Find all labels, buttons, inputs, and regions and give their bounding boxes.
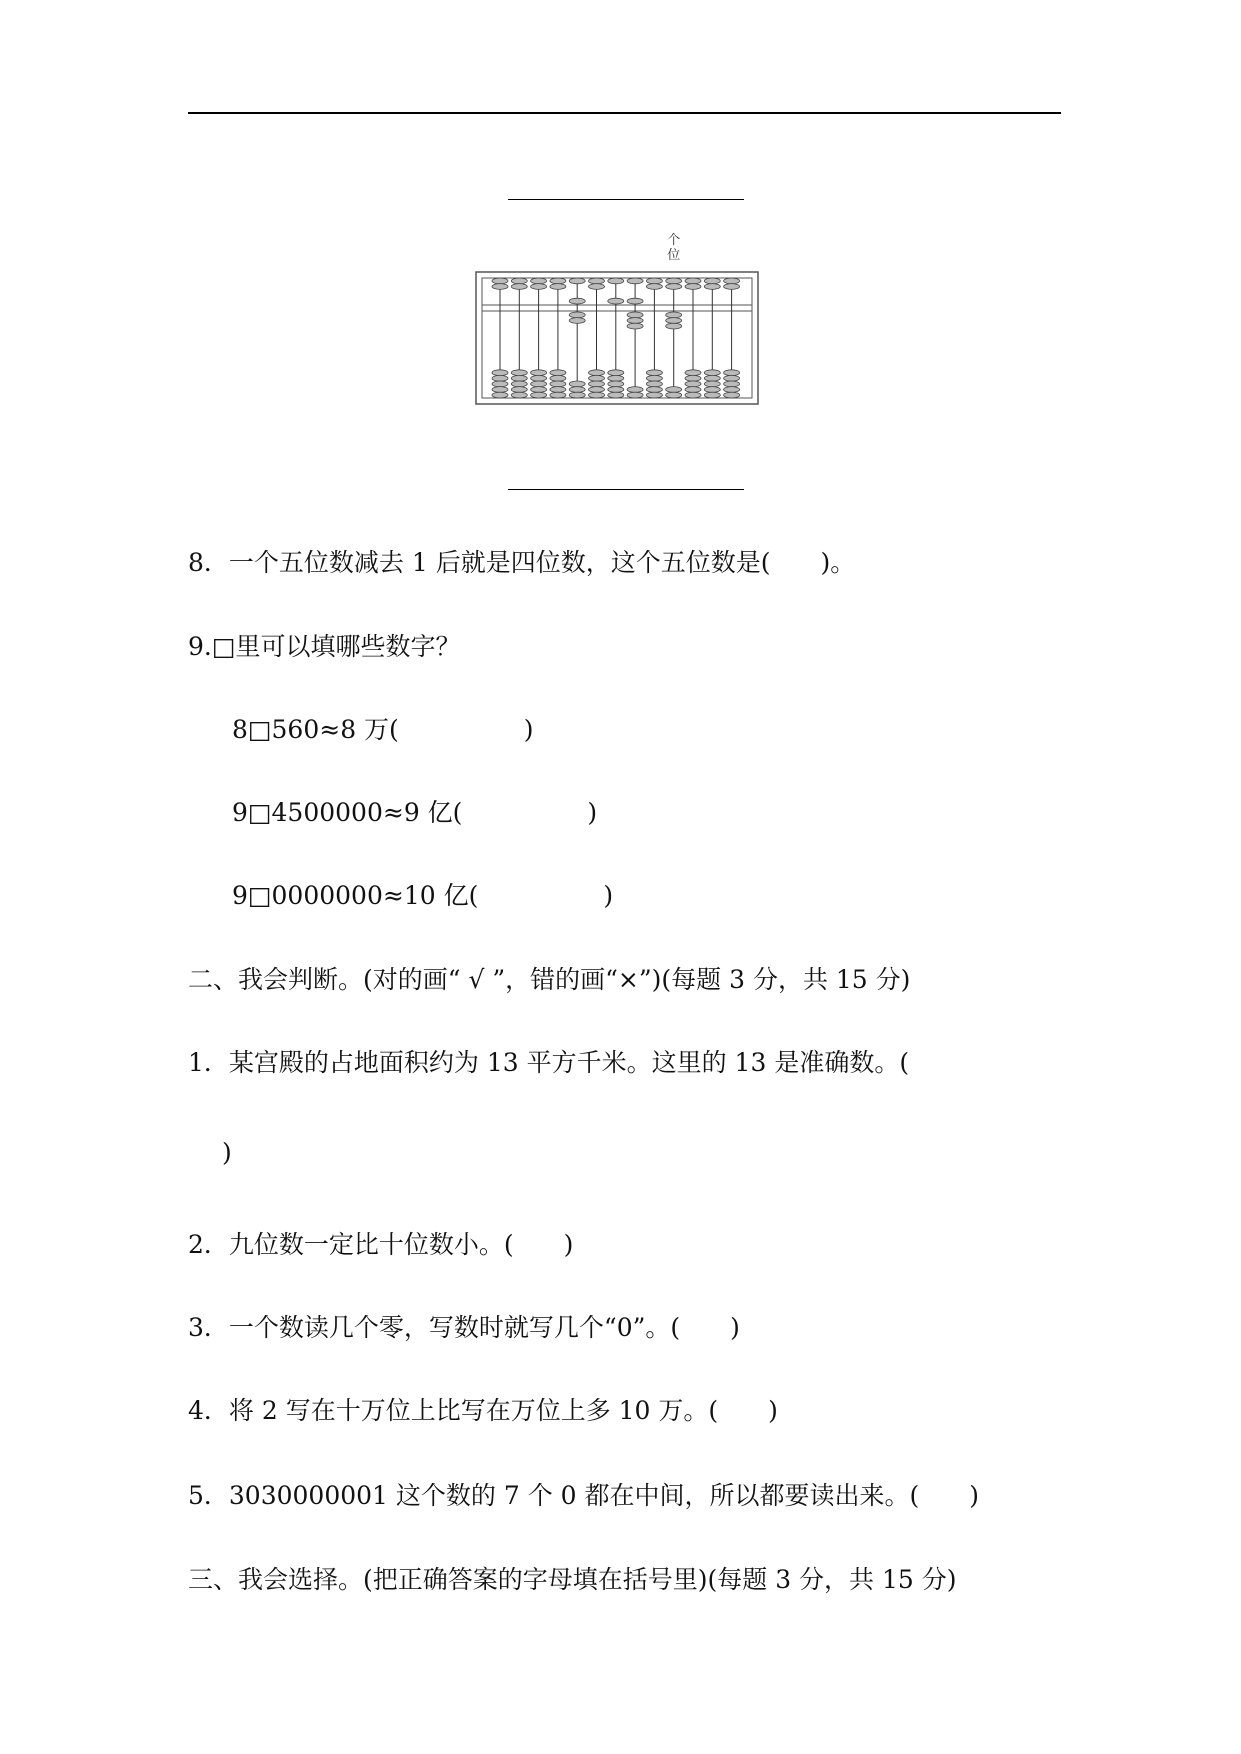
judge-1: 1．某宫殿的占地面积约为 13 平方千米。这里的 13 是准确数。( xyxy=(188,1048,910,1077)
abacus-lower-bead xyxy=(550,381,566,387)
abacus-upper-bead xyxy=(511,284,527,290)
abacus-lower-bead xyxy=(569,312,585,318)
question-9-a: 8□560≈8 万( ) xyxy=(232,715,534,744)
abacus-lower-bead xyxy=(492,392,508,398)
abacus-lower-bead xyxy=(627,323,643,329)
abacus-lower-bead xyxy=(627,392,643,398)
question-9-c: 9□0000000≈10 亿( ) xyxy=(232,881,614,910)
abacus-lower-bead xyxy=(666,318,682,324)
abacus-upper-bead xyxy=(511,278,527,284)
abacus-lower-bead xyxy=(589,381,605,387)
abacus-lower-bead xyxy=(531,370,547,376)
abacus-upper-bead xyxy=(550,278,566,284)
abacus-upper-bead xyxy=(608,278,624,284)
abacus-lower-bead xyxy=(511,392,527,398)
abacus-lower-bead xyxy=(685,392,701,398)
abacus-upper-bead xyxy=(550,284,566,290)
abacus-upper-bead xyxy=(704,278,720,284)
judge-4: 4．将 2 写在十万位上比写在万位上多 10 万。( ) xyxy=(188,1396,778,1425)
abacus-upper-bead xyxy=(492,284,508,290)
abacus-lower-bead xyxy=(685,381,701,387)
abacus-lower-bead xyxy=(531,387,547,393)
abacus-upper-bead xyxy=(627,298,643,304)
abacus-lower-bead xyxy=(550,387,566,393)
abacus-upper-bead xyxy=(589,284,605,290)
abacus-lower-bead xyxy=(724,392,740,398)
abacus-lower-bead xyxy=(550,392,566,398)
abacus-lower-bead xyxy=(569,387,585,393)
abacus-upper-bead xyxy=(724,284,740,290)
abacus-lower-bead xyxy=(589,387,605,393)
abacus-upper-bead xyxy=(646,284,662,290)
section-2-heading: 二、我会判断。(对的画“ √ ”，错的画“×”)(每题 3 分，共 15 分) xyxy=(188,965,911,994)
answer-blank-1 xyxy=(508,199,744,200)
abacus-lower-bead xyxy=(608,381,624,387)
abacus-upper-bead xyxy=(608,298,624,304)
abacus-lower-bead xyxy=(492,381,508,387)
abacus-upper-bead xyxy=(569,298,585,304)
abacus-figure xyxy=(474,232,764,412)
abacus-lower-bead xyxy=(531,392,547,398)
abacus-lower-bead xyxy=(724,370,740,376)
abacus-lower-bead xyxy=(569,381,585,387)
abacus-lower-bead xyxy=(531,375,547,381)
abacus-label-ones: 个 xyxy=(667,233,681,248)
abacus-lower-bead xyxy=(589,370,605,376)
abacus-lower-bead xyxy=(492,387,508,393)
abacus-lower-bead xyxy=(646,387,662,393)
abacus-lower-bead xyxy=(569,392,585,398)
abacus-upper-bead xyxy=(666,284,682,290)
abacus-lower-bead xyxy=(685,370,701,376)
section-3-heading: 三、我会选择。(把正确答案的字母填在括号里)(每题 3 分，共 15 分) xyxy=(188,1565,957,1594)
abacus-lower-bead xyxy=(550,370,566,376)
abacus-lower-bead xyxy=(685,387,701,393)
abacus-upper-bead xyxy=(646,278,662,284)
abacus-lower-bead xyxy=(646,392,662,398)
question-9: 9.□里可以填哪些数字？ xyxy=(188,632,461,661)
abacus-upper-bead xyxy=(685,284,701,290)
question-9-b: 9□4500000≈9 亿( ) xyxy=(232,798,598,827)
abacus-lower-bead xyxy=(666,387,682,393)
abacus-lower-bead xyxy=(608,370,624,376)
abacus-lower-bead xyxy=(724,387,740,393)
abacus-upper-bead xyxy=(704,284,720,290)
abacus-lower-bead xyxy=(646,370,662,376)
abacus-lower-bead xyxy=(704,370,720,376)
judge-5: 5．3030000001 这个数的 7 个 0 都在中间，所以都要读出来。( ) xyxy=(188,1481,980,1510)
abacus-upper-bead xyxy=(569,278,585,284)
abacus-lower-bead xyxy=(569,318,585,324)
abacus-lower-bead xyxy=(492,375,508,381)
abacus-lower-bead xyxy=(492,370,508,376)
abacus-lower-bead xyxy=(608,392,624,398)
abacus-lower-bead xyxy=(511,381,527,387)
abacus-lower-bead xyxy=(589,375,605,381)
abacus-lower-bead xyxy=(724,381,740,387)
abacus-lower-bead xyxy=(627,312,643,318)
abacus-lower-bead xyxy=(511,375,527,381)
abacus-lower-bead xyxy=(685,375,701,381)
abacus-lower-bead xyxy=(666,312,682,318)
abacus-lower-bead xyxy=(666,323,682,329)
question-8: 8．一个五位数减去 1 后就是四位数，这个五位数是( )。 xyxy=(188,548,856,577)
abacus-upper-bead xyxy=(685,278,701,284)
abacus-lower-bead xyxy=(704,375,720,381)
abacus-lower-bead xyxy=(608,375,624,381)
abacus-lower-bead xyxy=(589,392,605,398)
judge-1-close: ) xyxy=(222,1138,232,1167)
abacus-lower-bead xyxy=(627,318,643,324)
abacus-lower-bead xyxy=(704,392,720,398)
abacus-upper-bead xyxy=(627,278,643,284)
abacus-upper-bead xyxy=(589,278,605,284)
abacus-lower-bead xyxy=(531,381,547,387)
abacus-lower-bead xyxy=(627,387,643,393)
abacus-lower-bead xyxy=(704,381,720,387)
abacus-lower-bead xyxy=(704,387,720,393)
abacus-lower-bead xyxy=(646,375,662,381)
abacus-lower-bead xyxy=(511,370,527,376)
abacus-lower-bead xyxy=(608,387,624,393)
judge-3: 3．一个数读几个零，写数时就写几个“0”。( ) xyxy=(188,1313,740,1342)
abacus-upper-bead xyxy=(666,278,682,284)
answer-blank-2 xyxy=(508,489,744,490)
abacus-lower-bead xyxy=(724,375,740,381)
abacus-upper-bead xyxy=(492,278,508,284)
abacus-lower-bead xyxy=(550,375,566,381)
abacus-label-ones: 位 xyxy=(667,248,681,263)
judge-2: 2．九位数一定比十位数小。( ) xyxy=(188,1230,574,1259)
abacus-lower-bead xyxy=(666,392,682,398)
abacus-upper-bead xyxy=(724,278,740,284)
abacus-lower-bead xyxy=(511,387,527,393)
abacus-upper-bead xyxy=(531,278,547,284)
abacus-upper-bead xyxy=(531,284,547,290)
header-rule xyxy=(188,112,1061,114)
abacus-lower-bead xyxy=(646,381,662,387)
